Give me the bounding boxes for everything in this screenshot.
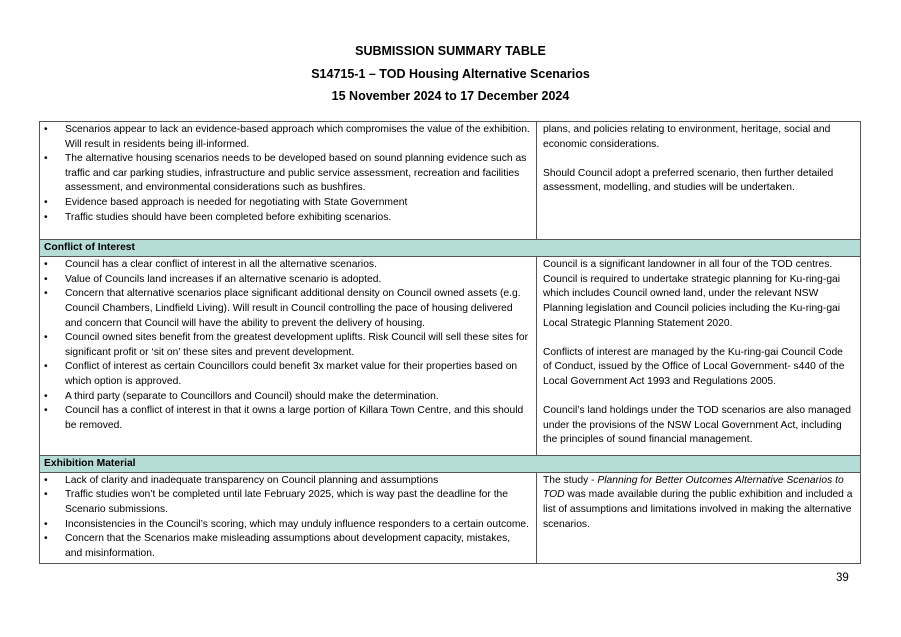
response-text: The study -: [543, 474, 598, 486]
response-cell: [537, 122, 861, 240]
submission-summary-table: [39, 121, 861, 564]
response-text: was made available during the public exhibition and included a list of assumptions and limitations involved in making the alternative scenarios.: [543, 489, 853, 530]
response-paragraph: Council is a significant landowner in all four of the TOD centres. Council is required to undertake strategic planning for Ku-ring-gai which includes Council owned land, under the relevant NSW Planning legislation and Council policies including the Ku-ring-gai Local Strategic Planning Statement 2020.: [543, 259, 841, 329]
response-cell: [537, 472, 861, 564]
section-heading-conflict-of-interest: Conflict of Interest: [40, 240, 861, 257]
issues-list: [43, 258, 530, 433]
issues-cell: [40, 472, 537, 564]
list-item: • Conflict of interest as certain Councillors could benefit 3x market value for their properties based on which option is approved.: [43, 360, 530, 389]
list-item: • Lack of clarity and inadequate transparency on Council planning and assumptions: [43, 474, 530, 489]
list-item: • Concern that the Scenarios make misleading assumptions about development capacity, mistakes, and misinformation.: [43, 532, 530, 561]
response-paragraph: Conflicts of interest are managed by the Ku-ring-gai Council Code of Conduct, issued by the Office of Local Government- s440 of the Local Government Act 1993 and Regulations 2005.: [543, 346, 845, 387]
table-row: [40, 257, 861, 456]
response-cell: [537, 257, 861, 456]
issues-cell: [40, 122, 537, 240]
list-item: • Traffic studies should have been completed before exhibiting scenarios.: [43, 211, 530, 226]
list-item: • Inconsistencies in the Council’s scoring, which may unduly influence responders to a certain outcome.: [43, 518, 530, 533]
section-heading-exhibition-material: Exhibition Material: [40, 455, 861, 472]
issues-cell: [40, 257, 537, 456]
response-paragraph: Should Council adopt a preferred scenario, then further detailed assessment, modelling, and studies will be undertaken.: [543, 167, 834, 194]
page-subtitle: S14715-1 – TOD Housing Alternative Scenarios: [311, 67, 590, 81]
list-item: • Evidence based approach is needed for negotiating with State Government: [43, 196, 530, 211]
study-title: Planning for Better Outcomes Alternative Scenarios to TOD: [543, 474, 844, 501]
response-paragraph: [543, 474, 854, 532]
date-range: 15 November 2024 to 17 December 2024: [331, 89, 570, 103]
list-item: • Council has a clear conflict of interest in all the alternative scenarios.: [43, 258, 530, 273]
page-title: SUBMISSION SUMMARY TABLE: [355, 44, 546, 58]
list-item: • A third party (separate to Councillors and Council) should make the determination.: [43, 390, 530, 405]
section-header-row: [40, 240, 861, 257]
list-item: • Concern that alternative scenarios place significant additional density on Council owned assets (e.g. Council Chambers, Lindfield Living). Will result in Council controlling the pace of housing delivered and concern that Council will have the ability to prevent the delivery of housing.: [43, 287, 530, 331]
page-number: 39: [836, 572, 849, 584]
section-header-row: [40, 455, 861, 472]
issues-list: [43, 474, 530, 562]
table-row: [40, 472, 861, 564]
list-item: • Value of Councils land increases if an alternative scenario is adopted.: [43, 273, 530, 288]
issues-list: [43, 123, 530, 225]
list-item: • Council owned sites benefit from the greatest development uplifts. Risk Council will sell these sites for significant profit or ‘sit on’ these sites and prevent development.: [43, 331, 530, 360]
list-item: • Scenarios appear to lack an evidence-based approach which compromises the value of the exhibition. Will result in residents being ill-informed.: [43, 123, 530, 152]
response-paragraph: plans, and policies relating to environment, heritage, social and economic considerations.: [543, 124, 831, 150]
response-paragraph: Council’s land holdings under the TOD scenarios are also managed under the provisions of the NSW Local Government Act, including the principles of sound financial management.: [543, 405, 851, 446]
list-item: • The alternative housing scenarios needs to be developed based on sound planning evidence such as traffic and car parking studies, infrastructure and public service assessment, recreation and facilities assessment, and environmental considerations such as bushfires.: [43, 152, 530, 196]
table-row: [40, 122, 861, 240]
list-item: • Council has a conflict of interest in that it owns a large portion of Killara Town Centre, and this should be removed.: [43, 404, 530, 433]
list-item: • Traffic studies won’t be completed until late February 2025, which is way past the deadline for the Scenario submissions.: [43, 488, 530, 517]
